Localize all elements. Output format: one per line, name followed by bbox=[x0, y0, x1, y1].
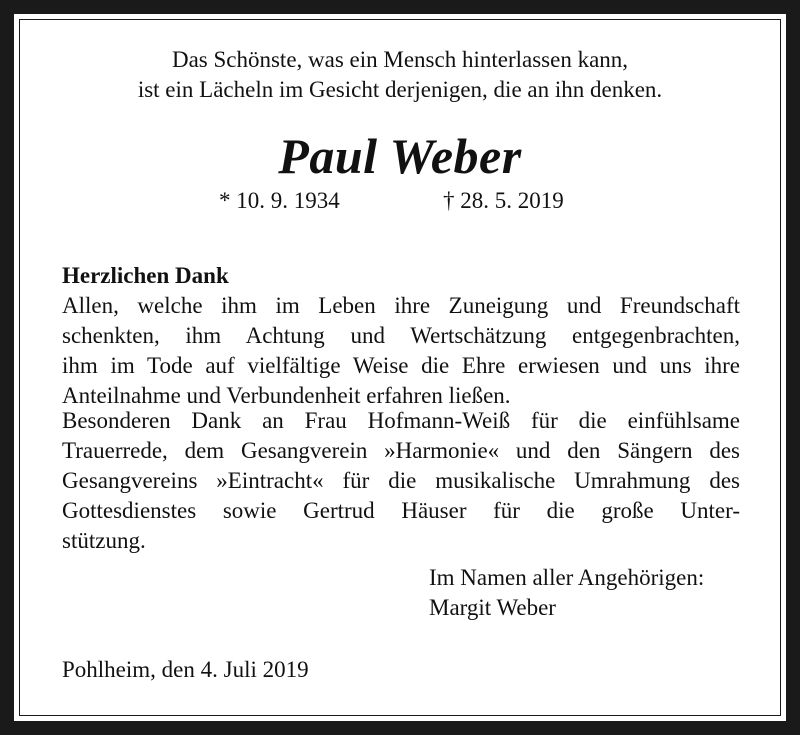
signature-name: Margit Weber bbox=[429, 595, 556, 620]
thanks-heading: Herzlichen Dank bbox=[62, 263, 229, 288]
signature-intro: Im Namen aller Angehörigen: bbox=[429, 565, 705, 590]
text-line: Gottesdienstes sowie Gertrud Häuser für die große Unter- bbox=[62, 498, 740, 523]
quote-line: Das Schönste, was ein Mensch hinterlassen kann, bbox=[171, 47, 629, 72]
text-line: Besonderen Dank an Frau Hofmann-Weiß für die einfühlsame bbox=[62, 408, 740, 433]
text-line: stützung. bbox=[62, 528, 146, 553]
memorial-quote bbox=[0, 45, 800, 105]
thanks-paragraph-1 bbox=[62, 291, 740, 411]
text-line: Trauerrede, dem Gesangverein »Harmonie« und den Sängern des bbox=[62, 438, 740, 463]
text-line: Anteilnahme und Verbundenheit erfahren ließen. bbox=[62, 383, 511, 408]
place-and-date: Pohlheim, den 4. Juli 2019 bbox=[62, 657, 309, 682]
deceased-name: Paul Weber bbox=[278, 128, 522, 184]
birth-date: * 10. 9. 1934 bbox=[219, 188, 340, 213]
text-line: schenkten, ihm Achtung und Wertschätzung entgegenbrachten, bbox=[62, 323, 740, 348]
quote-line: ist ein Lächeln im Gesicht derjenigen, die an ihn denken. bbox=[137, 77, 663, 102]
thanks-paragraph-2 bbox=[62, 406, 740, 556]
text-line: ihm im Tode auf vielfältige Weise die Ehre erwiesen und uns ihre bbox=[62, 353, 740, 378]
text-line: Gesangvereins »Eintracht« für die musikalische Umrahmung des bbox=[62, 468, 740, 493]
text-line: Allen, welche ihm im Leben ihre Zuneigung und Freundschaft bbox=[62, 293, 740, 318]
death-date: † 28. 5. 2019 bbox=[443, 188, 564, 213]
signature-block bbox=[429, 563, 704, 623]
